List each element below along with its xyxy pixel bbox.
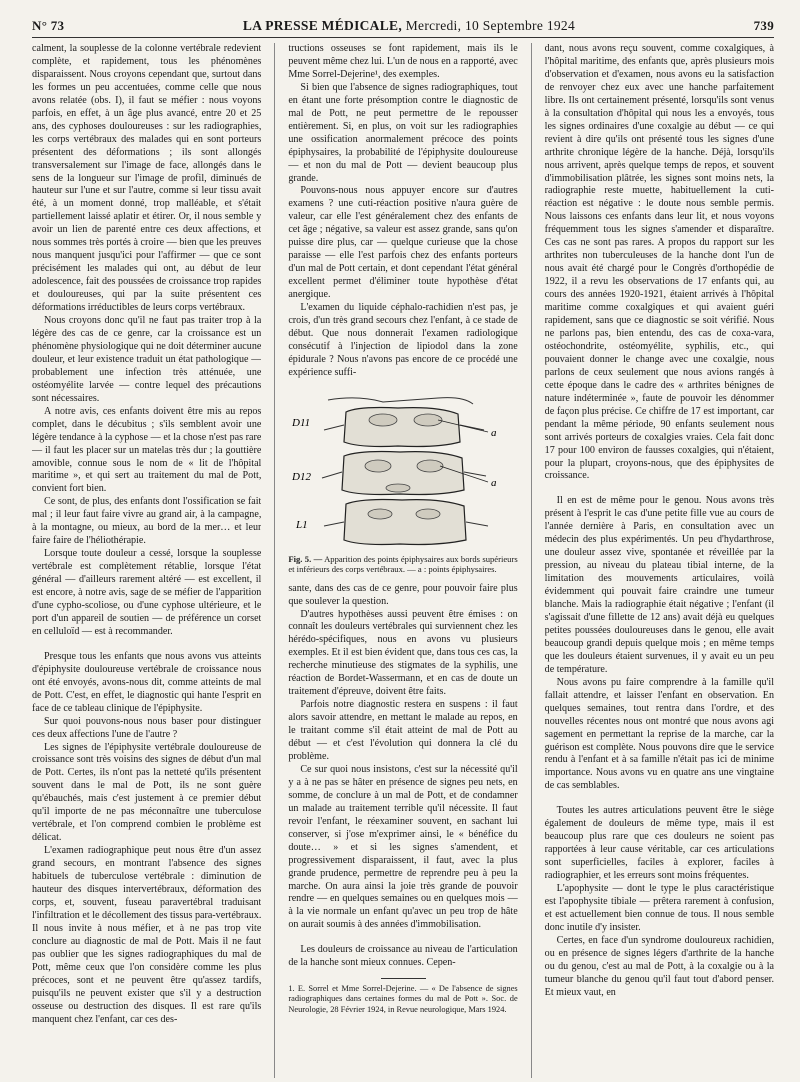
col2-paragraph: Les douleurs de croissance au niveau de l'articulation de la hanche sont mieux connues. Cepen- bbox=[288, 944, 518, 969]
column-1 bbox=[32, 43, 261, 1078]
label-d11: D11 bbox=[292, 416, 311, 429]
page-header bbox=[32, 0, 774, 38]
col1-paragraph: Nous croyons donc qu'il ne faut pas traiter trop à la légère des cas de ce genre, car la croissance est un phénomène physiologique qui ne doit déterminer aucune douleur, et leur existence traduit un état pathologique — probablement une infection très atténuée, une ostéomyélite larvée — contre lequel des précautions sont nécessaires. bbox=[32, 315, 262, 404]
journal-title: LA PRESSE MÉDICALE, bbox=[242, 18, 403, 33]
col1-paragraph: Les signes de l'épiphysite vertébrale douloureuse de croissance sont très voisins des signes de début d'un mal de Pott. Certes, ils n'ont pas la netteté qu'ils présentent souvent dans le mal de Pott, ils ne sont guère qu'ébauchés, mais c'est justement à ce premier début qu'il importe de ne pas méconnaître une tuberculose vertébrale, et l'on comprend combien le problème est délicat. bbox=[32, 741, 262, 844]
col1-paragraph: Sur quoi pouvons-nous nous baser pour distinguer ces deux affections l'une de l'autre ? bbox=[32, 715, 262, 740]
label-d12: D12 bbox=[292, 470, 312, 483]
col2-paragraph: D'autres hypothèses aussi peuvent être émises : on connaît les douleurs vertébrales qui surviennent chez les hérédo-spécifiques, nous en avons vu plusieurs exemples. Et il est bien évident que, dans tous ces cas, la recherche minutieuse des stigmates de la syphilis, une réaction de Bordet-Wassermann, et en cas de doute un traitement d'épreuve, doivent être faits. bbox=[288, 608, 518, 698]
col3-paragraph: L'apophysite — dont le type le plus caractéristique est l'apophysite tibiale — prêtera rarement à confusion, et est actuellement bien connue de tous. Il nous semble donc inutile d'y insister. bbox=[544, 883, 775, 933]
col2-paragraph: tructions osseuses se font rapidement, mais ils le peuvent même chez lui. L'un de nous en a rapporté, avec Mme Sorrel-Dejerine¹, des exemples. bbox=[288, 43, 518, 80]
col3-paragraph: Il en est de même pour le genou. Nous avons très présent à l'esprit le cas d'une petite fille vue au cours de l'année dernière à Paris, en consultation avec un médecin des plus expérimentés. Un peu d'hydarthrose, une douleur assez vive, spontanée et réveillée par la pression, au niveau du plateau tibial interne, de la limitation des mouvements articulaires, voilà évidemment qui pouvait faire craindre une tumeur blanche. Mais la radiographie était négative ; l'enfant (il s'agissait d'une fillette de 12 ans) avait déjà eu quelques petites poussées douloureuses dans le genou, elle avait beaucoup grandi depuis quelque mois ; en même temps que les douleurs étaient survenues, il y avait eu un peu de température. bbox=[544, 495, 775, 675]
issue-number: N° 73 bbox=[32, 18, 65, 33]
col1-paragraph: Ce sont, de plus, des enfants dont l'ossification se fait mal ; il leur faut faire vivre au grand air, à la campagne, à la montagne, ou mieux, au bord de la mer… et leur faire faire de l'héliothérapie. bbox=[32, 496, 262, 547]
figure-caption bbox=[288, 554, 517, 575]
column-divider bbox=[274, 43, 275, 1078]
col3-paragraph: Certes, en face d'un syndrome douloureux rachidien, ou en présence de signes légers d'arthrite de la hanche ou du genou, c'est au mal de Pott, à la coxalgie ou à la tumeur blanche du genou qu'il faut tout d'abord penser. Et mieux vaut, en bbox=[544, 934, 775, 998]
col2-paragraph: Si bien que l'absence de signes radiographiques, tout en étant une forte présomption contre le diagnostic de mal de Pott, ne peut permettre de le repousser entièrement. Si, en plus, on voit sur les radiographies une ossification anormalement précoce des points épiphysaires, la probabilité de l'épiphysite douloureuse — et non du mal de Pott — devient beaucoup plus grande. bbox=[288, 81, 518, 184]
col1-paragraph: A notre avis, ces enfants doivent être mis au repos complet, dans le décubitus ; s'ils semblent avoir une légère tendance à la cyphose — et la chose n'est pas rare — il faut les placer sur un matelas très dur ; la gouttière amovible, connue sous le nom de « lit de l'hôpital maritime », et qui sert au traitement du mal de Pott, convient fort bien. bbox=[32, 405, 262, 495]
label-a-upper: a bbox=[491, 426, 497, 439]
col3-paragraph: Toutes les autres articulations peuvent être le siège également de douleurs de même type, mais il est beaucoup plus rare que ces douleurs ne soient pas rapportées à leur cause véritable, car ces articulations sont superficielles, faciles à explorer, faciles à radiographier, et les erreurs sont moins fréquentes. bbox=[544, 805, 775, 882]
footnote-rule bbox=[381, 978, 426, 979]
label-a-lower: a bbox=[491, 476, 497, 489]
figure-number: Fig. 5. — bbox=[288, 553, 323, 564]
text-columns bbox=[32, 43, 774, 1078]
figure-5 bbox=[288, 390, 517, 550]
col3-paragraph: Nous avons pu faire comprendre à la famille qu'il fallait attendre, et laisser l'enfant en observation. En quelques semaines, tout rentra dans l'ordre, et des nouvelles récentes nous ont montré que nous avons agi sagement en permettant la reprise de la marche, car la guérison est complète. Nous pouvons dire que le service rendu à l'enfant et à sa famille n'était pas ici de minime importance. Nous avons vu en quatre ans une vingtaine de cas semblables. bbox=[544, 676, 775, 792]
column-2 bbox=[288, 43, 517, 1078]
col1-paragraph: calment, la souplesse de la colonne vertébrale redevient complète, et rapidement, tous les phénomènes disparaissent. Nous croyons cependant que, surtout dans les formes un peu accentuées, comme celle que nous avons relatée (obs. I), il faut se méfier : nous voyons parfois, en effet, à un âge plus avancé, entre 20 et 25 ans, des cyphoses douloureuses : sur les radiographies, les corps vertébraux des malades qui en sont porteurs présentent des déformations ; ils sont allongés transversalement sur l'image de face, allongés dans le sens de la longueur sur l'image de profil, diminués de hauteur sur l'une et sur l'autre, comme si leur tissu avait été, à un moment donné, trop malléable, et s'était partiellement laissé aplatir et étirer. Or, il nous semble y avoir un lien de parenté entre ces deux affections, et nous sommes très portés à croire — bien que les preuves nous manquent jusqu'ici pour l'affirmer — que ce sont précisément les malades qui ont, au début de leur adolescence, fait des poussées de croissance trop rapides et douloureuses, qui par la suite présentent ces déformations irréductibles de leurs corps vertébraux. bbox=[32, 43, 262, 314]
figure-caption-text: Apparition des points épiphysaires aux bords supérieurs et inférieurs des corps vertébraux. — a : points épiphysaires. bbox=[288, 553, 518, 575]
col1-paragraph: Lorsque toute douleur a cessé, lorsque la souplesse vertébrale est complètement rétablie, lorsque l'état général — d'ailleurs rarement altéré — est excellent, il est encore, à notre avis, sage de se méfier de l'apparition d'une cypho-scoliose, ou d'une cyphose ultérieure, et le port d'un appareil de soutien — de préférence un corset en celluloïd — est à recommander. bbox=[32, 548, 262, 637]
col2-paragraph: L'examen du liquide céphalo-rachidien n'est pas, je crois, d'un très grand secours chez l'enfant, à ce stade de début. Que nous donnerait l'examen radiologique consécutif à l'injection de lipiodol dans la zone épidurale ? Nous n'avons pas encore de ce procédé une expérience suffi- bbox=[288, 302, 518, 378]
col2-paragraph: Parfois notre diagnostic restera en suspens : il faut alors savoir attendre, en mettant le malade au repos, en le traitant comme s'il était atteint de mal de Pott au début — et c'est l'évolution qui donnera la clé du problème. bbox=[288, 699, 518, 762]
column-3 bbox=[545, 43, 774, 1078]
col3-paragraph: dant, nous avons reçu souvent, comme coxalgiques, à l'hôpital maritime, des enfants que, après plusieurs mois d'observation et d'examen, nous avons eu la satisfaction de renvoyer chez eux avec une hanche parfaitement libre. Ils ont certainement présenté, lorsqu'ils sont venus à la consultation d'hôpital qui nous les a envoyés, tous les signes ordinaires d'une coxalgie au début — ce qui revient à dire qu'ils ont présenté tous les signes d'une arthrite chronique légère de la hanche. Déjà, lorsqu'ils nous arrivent, après quelque temps de repos, et souvent d'immobilisation plâtrée, les signes sont moins nets, la radiographie reste muette, habituellement la cuti-réaction est négative : le doute nous semble permis. Nous laissons ces enfants dans leur lit, et nous voyons fréquemment tous les signes s'amender et disparaître. Ces cas ne sont pas rares. A propos du rapport sur les arthrites non tuberculeuses de la hanche dont l'un de nous avait été chargé pour le Congrès d'orthopédie de 1922, il a revu les observations de 17 enfants qui, au cours des années 1920-1921, étaient arrivés à l'hôpital maritime comme coxalgiques et qui avaient guéri rapidement, sans que ce diagnostic se soit vérifié. Nous ne parlons pas, bien entendu, des cas de coxa-vara, ostéochondrite, ostéomyélite, syphilis, etc., qui pouvaient donner le change avec une coxalgie, nous parlons de ceux seulement que nous avions rangés à cette époque dans le cadre des « arthrites bénignes de nature indéterminée », faute de pouvoir les dénommer de façon plus précise. Ce chiffre de 17 est important, car pendant la même période, 90 enfants seulement nous sont arrivés porteurs de coxalgies vraies. Cela fait donc 17 pour 100 environ de fausses coxalgies, qui n'étaient, pour la plupart, croyons-nous, que des épiphysites de croissance. bbox=[544, 43, 775, 482]
col2-paragraph: Pouvons-nous nous appuyer encore sur d'autres examens ? une cuti-réaction positive n'aura guère de valeur, car elle l'est généralement chez des enfants de cet âge ; négative, sa valeur est assez grande, sans qu'on puisse dire plus, car — quelque curieuse que la chose paraisse — elle l'est parfois chez des enfants porteurs d'un mal de Pott certain, et dont cependant l'état général excellent permet d'éliminer toute hypothèse d'état anergique. bbox=[288, 185, 518, 301]
column-divider bbox=[531, 43, 532, 1078]
page-number: 739 bbox=[753, 18, 774, 33]
footnote: 1. E. Sorrel et Mme Sorrel-Dejerine. — « De l'absence de signes radiographiques dans certaines formes du mal de Pott ». Soc. de Neurologie, 28 Février 1924, in Revue neurologique, Mars 1924. bbox=[288, 984, 518, 1014]
label-l1: L1 bbox=[296, 518, 308, 531]
issue-date: Mercredi, 10 Septembre 1924 bbox=[405, 18, 576, 33]
col2-paragraph: sante, dans des cas de ce genre, pour pouvoir faire plus que soulever la question. bbox=[288, 582, 518, 607]
journal-title-line bbox=[243, 18, 575, 34]
col1-paragraph: Presque tous les enfants que nous avons vus atteints d'épiphysite douloureuse vertébrale de croissance nous ont été envoyés, avons-nous dit, comme atteints de mal de Pott. C'est, en effet, le diagnostic qui hante l'esprit en face de ce tableau clinique de l'épiphysite. bbox=[32, 650, 262, 714]
col2-paragraph: Ce sur quoi nous insistons, c'est sur la nécessité qu'il y a à ne pas se hâter en présence de signes peu nets, en somme, de conclure à un mal de Pott, et de condamner un malade au traitement terrible qu'il nécessite. Il faut revoir l'enfant, le réexaminer souvent, en sachant lui conserver, si j'ose m'exprimer ainsi, le « bénéfice du doute… » et si les signes s'amendent, et progressivement disparaissent, il faut, avec la plus grande prudence, permettre de reprendre peu à peu la marche. On aura ainsi la joie très grande de pouvoir rendre — en quelques semaines ou en quelques mois — à la vie normale un enfant qu'avec un peu trop de hâte on aurait soumis à des années d'immobilisation. bbox=[288, 763, 518, 931]
vertebrae-radiograph-drawing bbox=[288, 390, 517, 550]
col1-paragraph: L'examen radiographique peut nous être d'un assez grand secours, en montrant l'absence des signes habituels de tuberculose vertébrale : diminution de hauteur des disques intervertébraux, déformation des corps, et, souvent, fuseau paravertébral traduisant l'infiltration et le décollement des tissus para-vertébraux. Il nous invite à nous méfier, et à ne pas trop vite conclure au diagnostic de mal de Pott. Mais il ne faut pas oublier que les signes radiographiques du mal de Pott, même ceux que l'on considère comme les plus précoces, sont et ne peuvent être qu'assez tardifs, puisqu'ils ne peuvent exister que s'il y a destruction osseuse ou destruction des disques. Il est rare qu'ils manquent chez l'enfant, car ces des- bbox=[32, 845, 262, 1025]
